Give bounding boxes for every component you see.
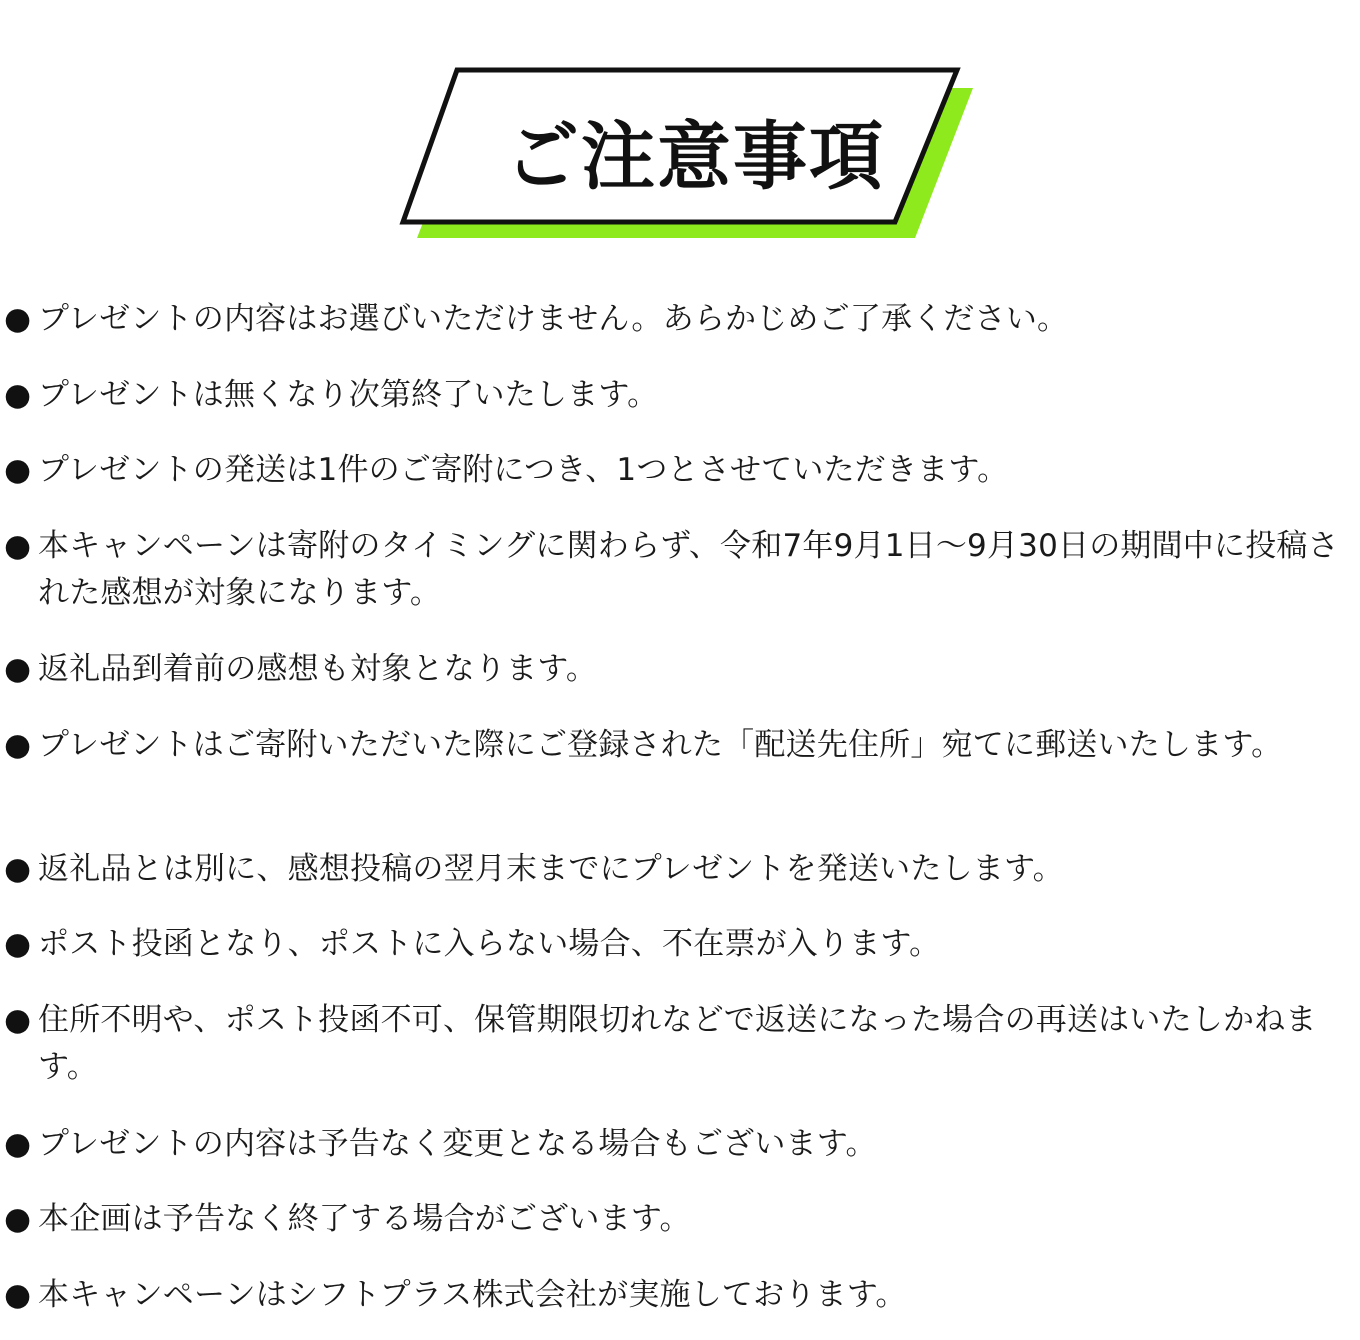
list-item — [4, 1121, 1356, 1168]
list-item — [4, 921, 1356, 968]
bullet-icon: ● — [4, 1126, 32, 1162]
note-text: プレゼントの内容は予告なく変更となる場合もございます。 — [38, 1126, 877, 1162]
note-text: プレゼントの発送は1件のご寄附につき、1つとさせていただきます。 — [38, 452, 1009, 488]
note-text: 返礼品とは別に、感想投稿の翌月末までにプレゼントを発送いたします。 — [38, 851, 1064, 887]
list-item — [4, 1196, 1356, 1243]
list-item — [4, 1272, 1356, 1319]
page-title: ご注意事項 — [505, 114, 885, 200]
note-text: ポスト投函となり、ポストに入らない場合、不在票が入ります。 — [38, 926, 941, 962]
list-item — [4, 296, 1356, 343]
bullet-icon: ● — [4, 1201, 32, 1237]
bullet-icon: ● — [4, 727, 32, 763]
note-text: 本キャンペーンはシフトプラス株式会社が実施しております。 — [38, 1277, 907, 1313]
bullet-icon: ● — [4, 452, 32, 488]
list-item — [4, 646, 1356, 693]
note-text: 本企画は予告なく終了する場合がございます。 — [38, 1201, 691, 1237]
note-text: 住所不明や、ポスト投函不可、保管期限切れなどで返送になった場合の再送はいたしかねます。 — [38, 1002, 1317, 1085]
section-heading — [395, 62, 980, 244]
note-text: 本キャンペーンは寄附のタイミングに関わらず、令和7年9月1日～9月30日の期間中に投稿された感想が対象になります。 — [38, 528, 1339, 611]
note-text: プレゼントの内容はお選びいただけません。あらかじめご了承ください。 — [38, 301, 1069, 337]
note-text: 返礼品到着前の感想も対象となります。 — [38, 651, 598, 687]
bullet-icon: ● — [4, 1277, 32, 1313]
list-item — [4, 846, 1356, 893]
note-text: プレゼントはご寄附いただいた際にご登録された「配送先住所」宛てに郵送いたします。 — [38, 727, 1283, 763]
bullet-icon: ● — [4, 926, 32, 962]
bullet-icon: ● — [4, 301, 32, 337]
bullet-icon: ● — [4, 851, 32, 887]
list-item — [4, 447, 1356, 494]
bullet-icon: ● — [4, 1002, 32, 1038]
bullet-icon: ● — [4, 528, 32, 564]
list-item — [4, 722, 1356, 769]
bullet-icon: ● — [4, 651, 32, 687]
list-item — [4, 997, 1356, 1091]
list-item — [4, 372, 1356, 419]
list-item — [4, 523, 1356, 617]
bullet-icon: ● — [4, 377, 32, 413]
note-text: プレゼントは無くなり次第終了いたします。 — [38, 377, 659, 413]
